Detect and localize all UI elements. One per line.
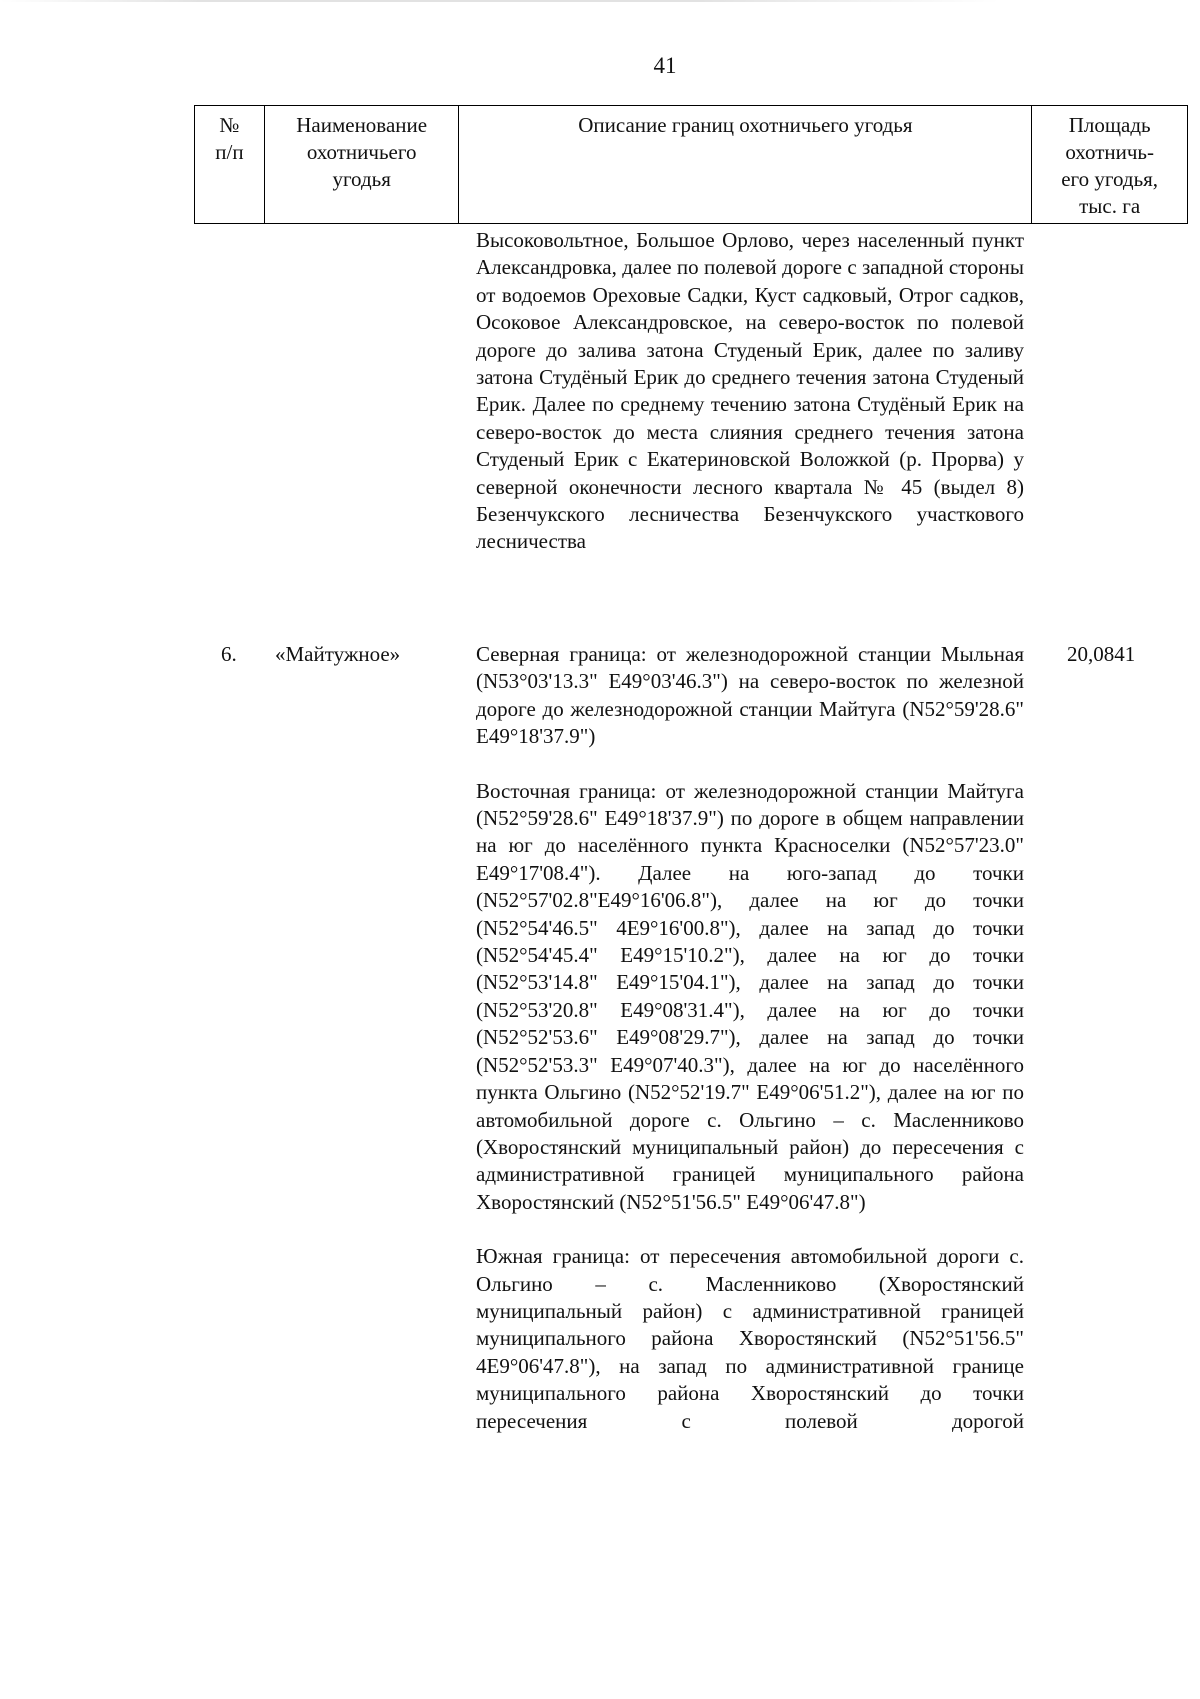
page-number: 41 xyxy=(653,53,677,78)
header-col-description: Описание границ охотничьего угодья xyxy=(459,106,1032,223)
row-6-area: 20,0841 xyxy=(1067,642,1136,666)
south-border-paragraph: Южная граница: от пересечения автомобильной дороги с. Ольгино – с. Масленниково (Хворостянский муниципальный район) с административной границей муниципального района Хворостянский (N52°51'56.5" 4E9°06'47.8"), на запад по административной границе муниципального района Хворостянский до точки пересечения с полевой дорогой xyxy=(476,1244,1024,1433)
north-border-paragraph: Северная граница: от железнодорожной станции Мыльная (N53°03'13.3" E49°03'46.3") на северо-восток по железной дороге до железнодорожной станции Майтуга (N52°59'28.6" E49°18'37.9") xyxy=(476,642,1024,749)
header-col-name: Наименование охотничьего угодья xyxy=(265,106,460,223)
row-6-number: 6. xyxy=(221,642,237,666)
scan-edge-line xyxy=(0,0,1200,2)
row-6-name: «Майтужное» xyxy=(275,642,401,666)
continuation-description xyxy=(476,227,1024,556)
east-border-paragraph: Восточная граница: от железнодорожной станции Майтуга (N52°59'28.6" E49°18'37.9") по дороге в общем направлении на юг до населённого пункта Красноселки (N52°57'23.0" E49°17'08.4"). Далее на юго-запад до точки (N52°57'02.8"E49°16'06.8"), далее на юг до точки (N52°54'46.5" 4E9°16'00.8"), далее на запад до точки (N52°54'45.4" E49°15'10.2"), далее на юг до точки (N52°53'14.8" E49°15'04.1"), далее на запад до точки (N52°53'20.8" E49°08'31.4"), далее на юг до точки (N52°52'53.6" E49°08'29.7"), далее на запад до точки (N52°52'53.3" E49°07'40.3"), далее на юг до населённого пункта Ольгино (N52°52'19.7" E49°06'51.2"), далее на юг по автомобильной дороге с. Ольгино – с. Масленниково (Хворостянский муниципальный район) до пересечения с административной границей муниципального района Хворостянский (N52°51'56.5" E49°06'47.8") xyxy=(476,778,1024,1214)
continuation-paragraph: Высоковольтное, Большое Орлово, через населенный пункт Александровка, далее по полевой дороге с западной стороны от водоемов Ореховые Садки, Куст садковый, Отрог садков, Осоковое Александровское, на северо-восток по полевой дороге до залива затона Студеный Ерик, далее по заливу затона Студёный Ерик до среднего течения затона Студеный Ерик. Далее по среднему течению затона Студёный Ерик на северо-восток до места слияния среднего течения затона Студеный Ерик с Екатериновской Воложкой (р. Прорва) у северной оконечности лесного квартала № 45 (выдел 8) Безенчукского лесничества Безенчукского участкового лесничества xyxy=(476,228,1024,554)
row-6-description xyxy=(476,641,1024,1435)
header-col-area: Площадь охотничь- его угодья, тыс. га xyxy=(1061,113,1159,218)
header-col-number: № п/п xyxy=(195,106,265,223)
table-header xyxy=(194,105,1188,224)
